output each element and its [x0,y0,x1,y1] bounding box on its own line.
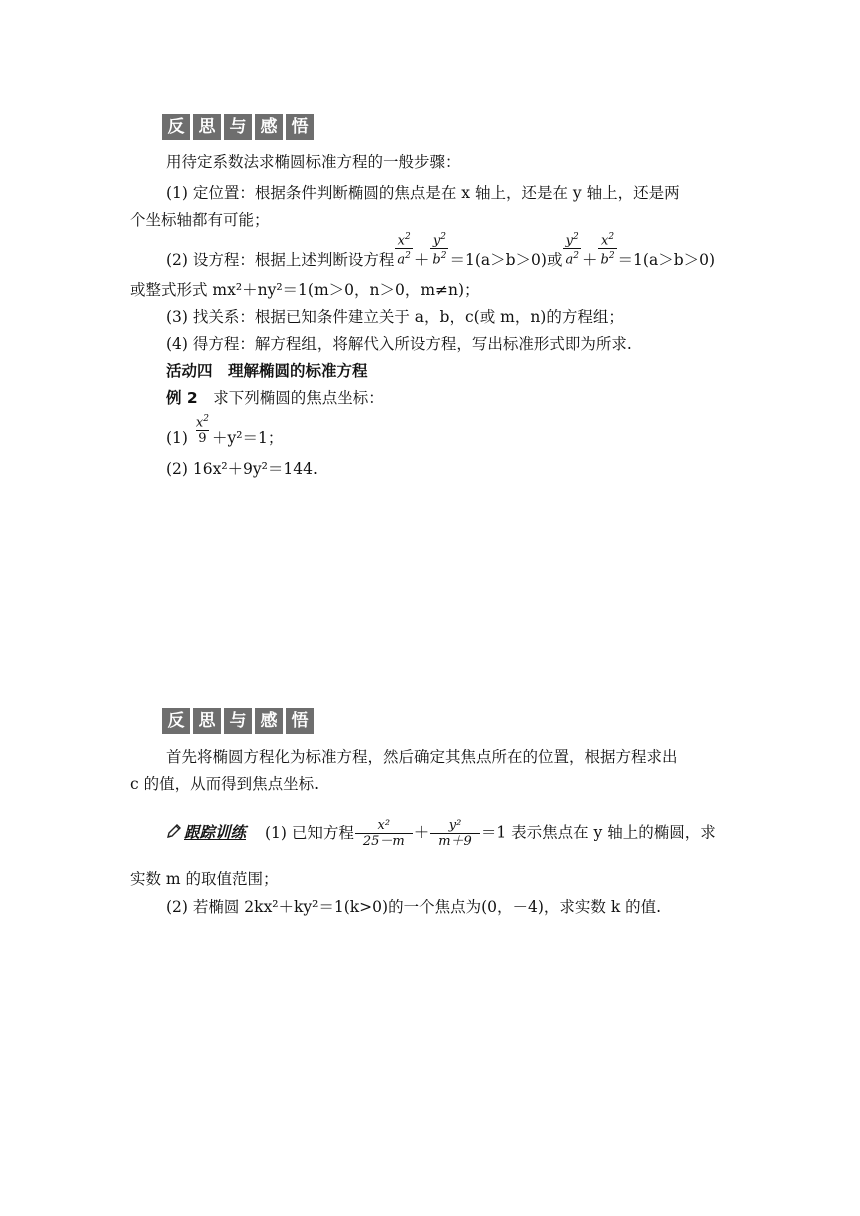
pencil-icon [166,823,182,845]
badge-char: 反 [162,114,190,140]
item1-suffix: ＋y²＝1； [211,429,284,448]
item1-prefix: (1) [166,429,188,448]
badge-char: 与 [224,708,252,734]
example-item1 [166,414,284,456]
step2-cond-2: ＝1(a＞b＞0) [617,250,716,269]
activity-title: 活动四 理解椭圆的标准方程 [166,362,368,380]
badge-char: 思 [193,708,221,734]
fraction-numerator: x² [377,818,391,833]
step2-prefix: (2) 设方程：根据上述判断设方程 [166,250,395,269]
q1-plus: ＋ [413,823,430,842]
step4: (4) 得方程：解方程组，将解代入所设方程，写出标准形式即为所求. [166,335,632,353]
example-label: 例 2 [166,389,198,407]
badge-char: 反 [162,708,190,734]
fraction-denominator: m＋9 [430,833,480,849]
step2-cond: ＝1(a＞b＞0) [449,250,547,269]
tracking-label: 跟踪训练 [184,823,247,842]
tracking-q2: (2) 若椭圆 2kx²＋ky²＝1(k>0)的一个焦点为(0，－4)，求实数 k 的值. [166,898,662,916]
q1-suffix: ＝1 表示焦点在 y 轴上的椭圆，求 [480,823,716,842]
fraction: $\frac{x^2}{9}$ [195,414,209,447]
example-2 [166,387,384,409]
badge-char: 感 [255,114,283,140]
step3: (3) 找关系：根据已知条件建立关于 a，b，c(或 m，n)的方程组； [166,308,624,326]
badge-char: 思 [193,114,221,140]
fraction: $\frac{y^2}{b^2}$ [432,232,447,268]
reflection-intro: 用待定系数法求椭圆标准方程的一般步骤： [166,153,461,171]
reflection2-line2: c 的值，从而得到焦点坐标. [130,775,320,793]
fraction [355,818,413,849]
fraction [430,818,480,849]
q1-prefix: (1) 已知方程 [264,823,354,842]
badge-char: 感 [255,708,283,734]
step1-line2: 个坐标轴都有可能； [130,211,270,229]
fraction: $\frac{y^2}{a^2}$ [565,232,579,268]
reflection-badge [162,114,314,140]
example-text: 求下列椭圆的焦点坐标： [197,389,384,407]
tracking-q1-line2: 实数 m 的取值范围； [130,870,279,888]
step2-line1: (2) 设方程：根据上述判断设方程 $\frac{x^2}{a^2}$ ＋ $\frac{y^2}{b^2}$ ＝1(a＞b＞0)或 $\frac{y^2}{a^2}$ ＋ $\frac{x^2}{b^2}$ ＝1(a＞b＞0) [166,232,716,269]
reflection-badge [162,708,314,734]
badge-char: 悟 [286,708,314,734]
badge-char: 与 [224,114,252,140]
example-item2: (2) 16x²＋9y²＝144. [166,460,318,478]
fraction: $\frac{x^2}{a^2}$ [397,232,411,268]
fraction-numerator: y² [448,818,462,833]
badge-char: 悟 [286,114,314,140]
tracking-q1-line1 [166,818,716,849]
step2-or: 或 [546,250,563,269]
fraction-denominator: 25－m [355,833,413,849]
fraction: $\frac{x^2}{b^2}$ [600,232,615,268]
step1-line1: (1) 定位置：根据条件判断椭圆的焦点是在 x 轴上，还是在 y 轴上，还是两 [166,184,680,202]
reflection2-line1: 首先将椭圆方程化为标准方程，然后确定其焦点所在的位置，根据方程求出 [166,748,678,766]
step2-line2: 或整式形式 mx²＋ny²＝1(m＞0，n＞0，m≠n)； [130,281,480,299]
